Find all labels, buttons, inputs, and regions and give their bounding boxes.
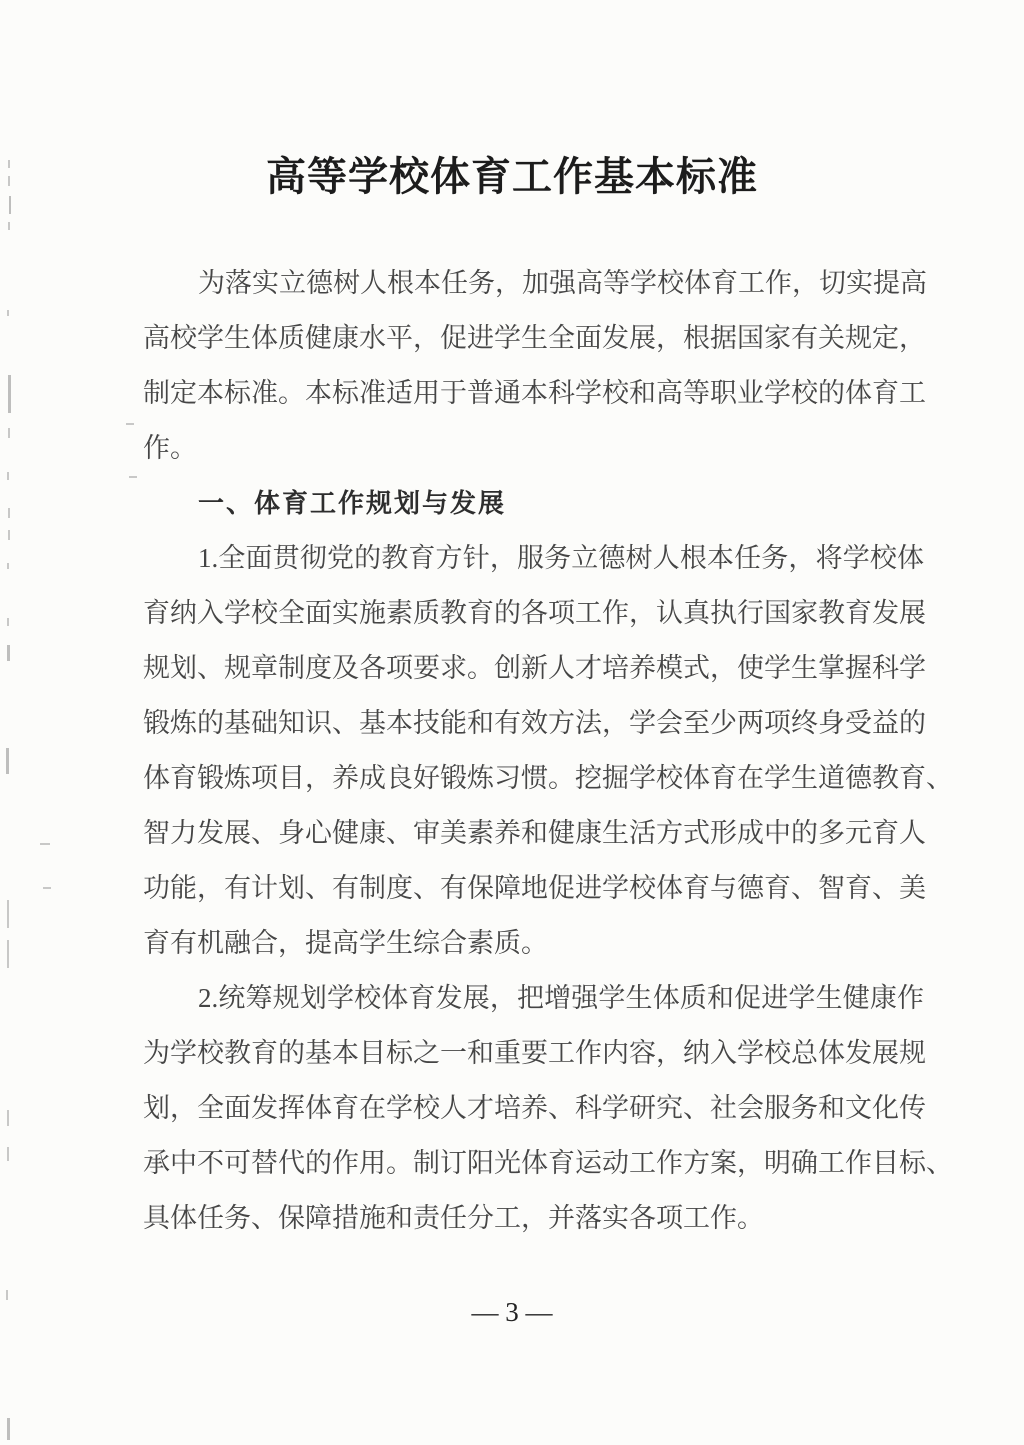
scan-artifact — [7, 940, 9, 968]
text-line: 锻炼的基础知识、基本技能和有效方法，学会至少两项终身受益的 — [143, 708, 926, 738]
text-line: 为学校教育的基本目标之一和重要工作内容，纳入学校总体发展规 — [143, 1038, 926, 1068]
scan-artifact — [6, 748, 9, 774]
scan-artifact — [7, 310, 9, 316]
text-line: 功能，有计划、有制度、有保障地促进学校体育与德育、智育、美 — [143, 873, 926, 903]
scan-artifact — [8, 375, 11, 413]
text-line: 2.统筹规划学校体育发展，把增强学生体质和促进学生健康作 — [198, 983, 924, 1013]
scan-artifact — [8, 530, 10, 540]
scan-artifact — [7, 1110, 9, 1126]
document-title: 高等学校体育工作基本标准 — [266, 154, 758, 199]
scan-artifact — [129, 476, 137, 478]
scan-artifact — [126, 423, 134, 425]
document-body — [143, 256, 953, 1246]
scan-artifact — [8, 428, 10, 438]
scan-artifact — [43, 887, 51, 889]
scan-artifact — [8, 160, 10, 168]
scan-artifact — [8, 222, 10, 230]
scan-artifact — [7, 563, 9, 569]
text-line: 高校学生体质健康水平，促进学生全面发展，根据国家有关规定， — [143, 323, 926, 353]
scan-artifact — [9, 196, 11, 214]
text-line: 育纳入学校全面实施素质教育的各项工作，认真执行国家教育发展 — [143, 598, 926, 628]
scan-artifact — [6, 1290, 8, 1300]
scan-artifact — [7, 1147, 9, 1161]
scan-artifact — [8, 508, 10, 518]
text-line: 划，全面发挥体育在学校人才培养、科学研究、社会服务和文化传 — [143, 1093, 926, 1123]
scan-artifact — [7, 472, 9, 480]
text-line: 规划、规章制度及各项要求。创新人才培养模式，使学生掌握科学 — [143, 653, 926, 683]
scan-artifact — [7, 1418, 10, 1440]
text-line: 承中不可替代的作用。制订阳光体育运动工作方案，明确工作目标、 — [143, 1148, 953, 1178]
scan-artifact — [7, 618, 9, 626]
scan-artifact — [7, 645, 10, 661]
scan-artifact — [8, 176, 10, 186]
page-number: — 3 — — [471, 1297, 553, 1327]
scan-artifact — [40, 843, 50, 845]
text-line: 1.全面贯彻党的教育方针，服务立德树人根本任务，将学校体 — [198, 543, 924, 573]
text-line: 为落实立德树人根本任务，加强高等学校体育工作，切实提高 — [198, 268, 927, 298]
text-line: 智力发展、身心健康、审美素养和健康生活方式形成中的多元育人 — [143, 818, 926, 848]
text-line: 制定本标准。本标准适用于普通本科学校和高等职业学校的体育工 — [143, 378, 926, 408]
section-heading: 一、体育工作规划与发展 — [198, 488, 507, 518]
text-line: 育有机融合，提高学生综合素质。 — [143, 928, 548, 958]
scan-artifact — [7, 900, 9, 928]
text-line: 体育锻炼项目，养成良好锻炼习惯。挖掘学校体育在学生道德教育、 — [143, 763, 953, 793]
text-line: 具体任务、保障措施和责任分工，并落实各项工作。 — [143, 1203, 764, 1233]
text-line: 作。 — [143, 433, 197, 463]
